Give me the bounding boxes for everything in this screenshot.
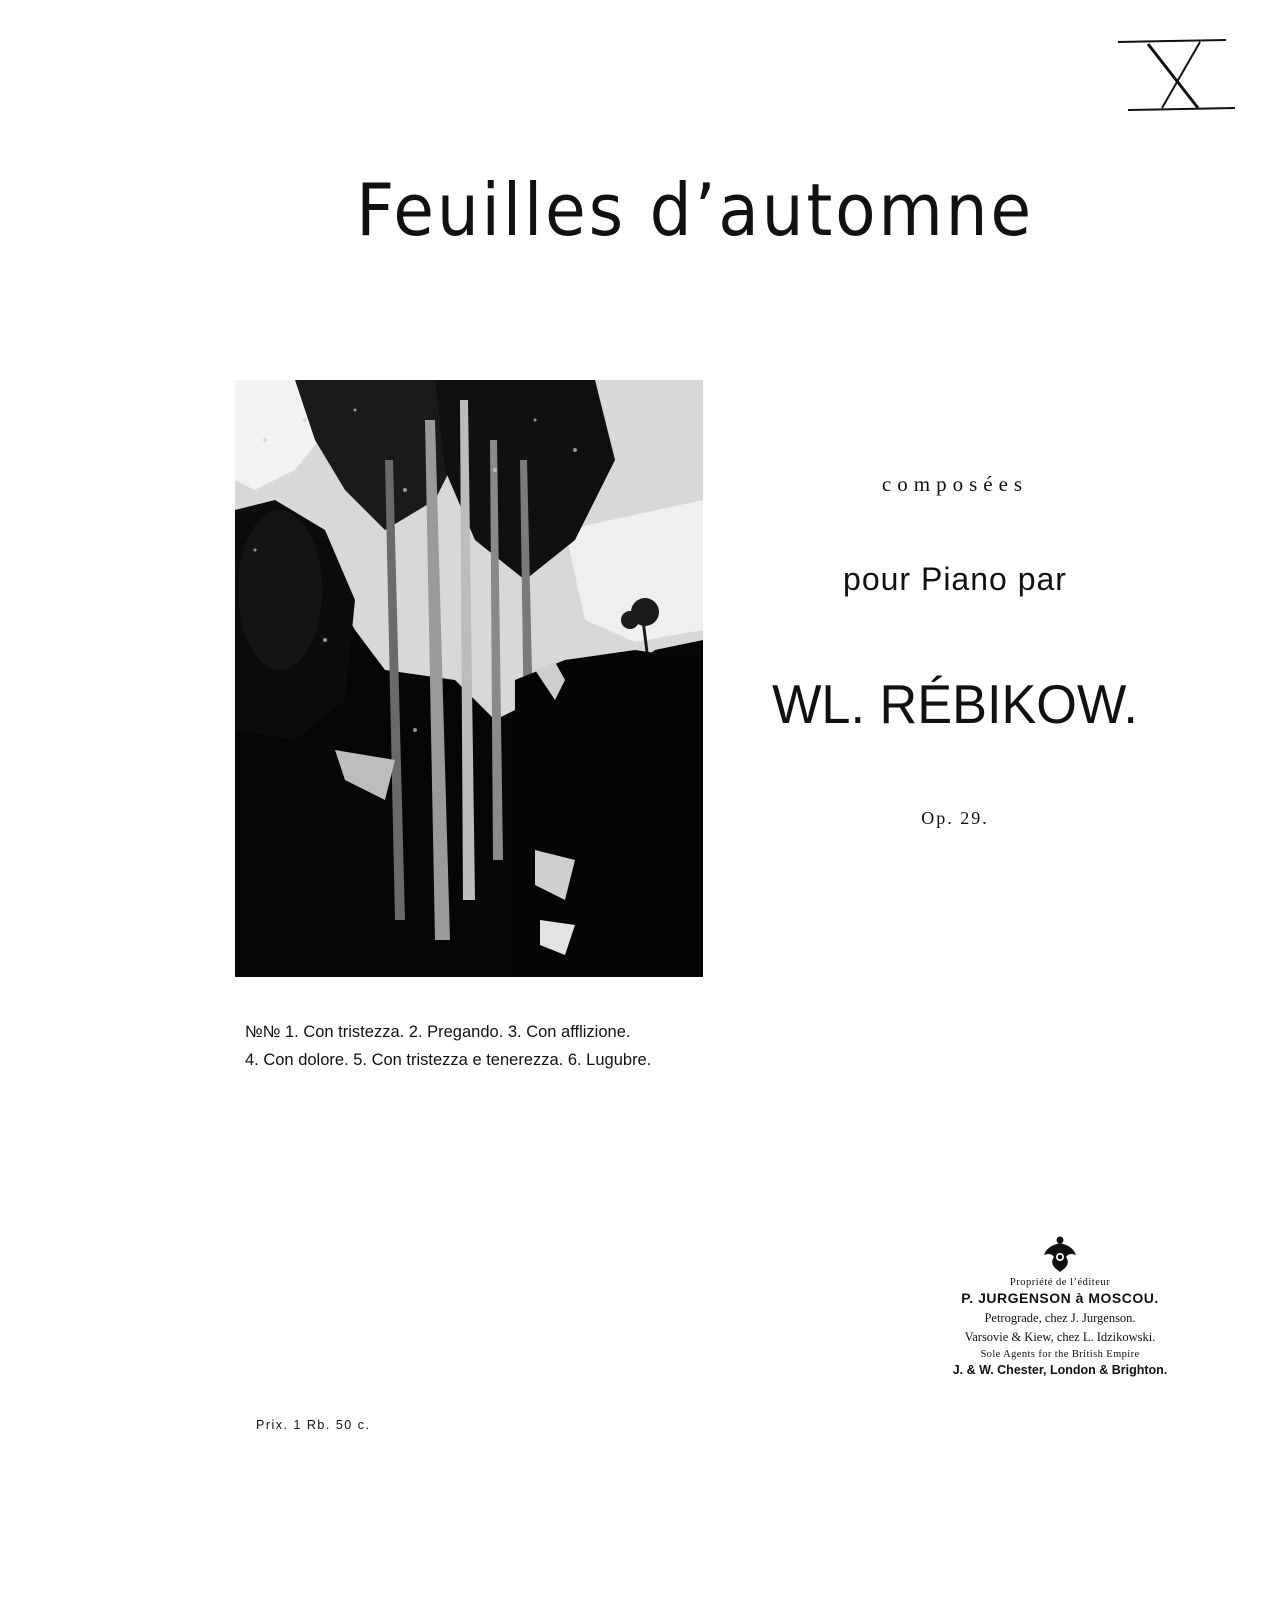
page-title: Feuilles d’automne (356, 168, 1034, 252)
publisher-line-3: Petrograde, chez J. Jurgenson. (984, 1311, 1136, 1325)
pieces-line-1: №№ 1. Con tristezza. 2. Pregando. 3. Con afflizione. (245, 1023, 631, 1041)
publisher-name: P. JURGENSON à MOSCOU. (961, 1290, 1159, 1306)
publisher-line-6: J. & W. Chester, London & Brighton. (952, 1363, 1168, 1377)
publisher-line-5: Sole Agents for the British Empire (980, 1349, 1140, 1360)
instrument-line: pour Piano par (843, 561, 1067, 597)
publisher-line-1: Propriété de l’éditeur (1009, 1277, 1111, 1288)
composer-name: WL. RÉBIKOW. (772, 673, 1138, 735)
pieces-line-2: 4. Con dolore. 5. Con tristezza e tenerezza. 6. Lugubre. (245, 1051, 652, 1069)
publisher-line-4: Varsovie & Kiew, chez L. Idzikowski. (964, 1330, 1156, 1344)
autumn-forest-photo (235, 380, 703, 977)
price-label: Prix. 1 Rb. 50 c. (256, 1418, 371, 1432)
opus-number: Op. 29. (921, 808, 989, 828)
imperial-eagle-icon (1043, 1235, 1077, 1273)
composees-label: composées (881, 472, 1029, 496)
corner-roman-numeral (1118, 38, 1236, 112)
publisher-block (925, 1235, 1195, 1377)
pieces-list (245, 1018, 715, 1074)
